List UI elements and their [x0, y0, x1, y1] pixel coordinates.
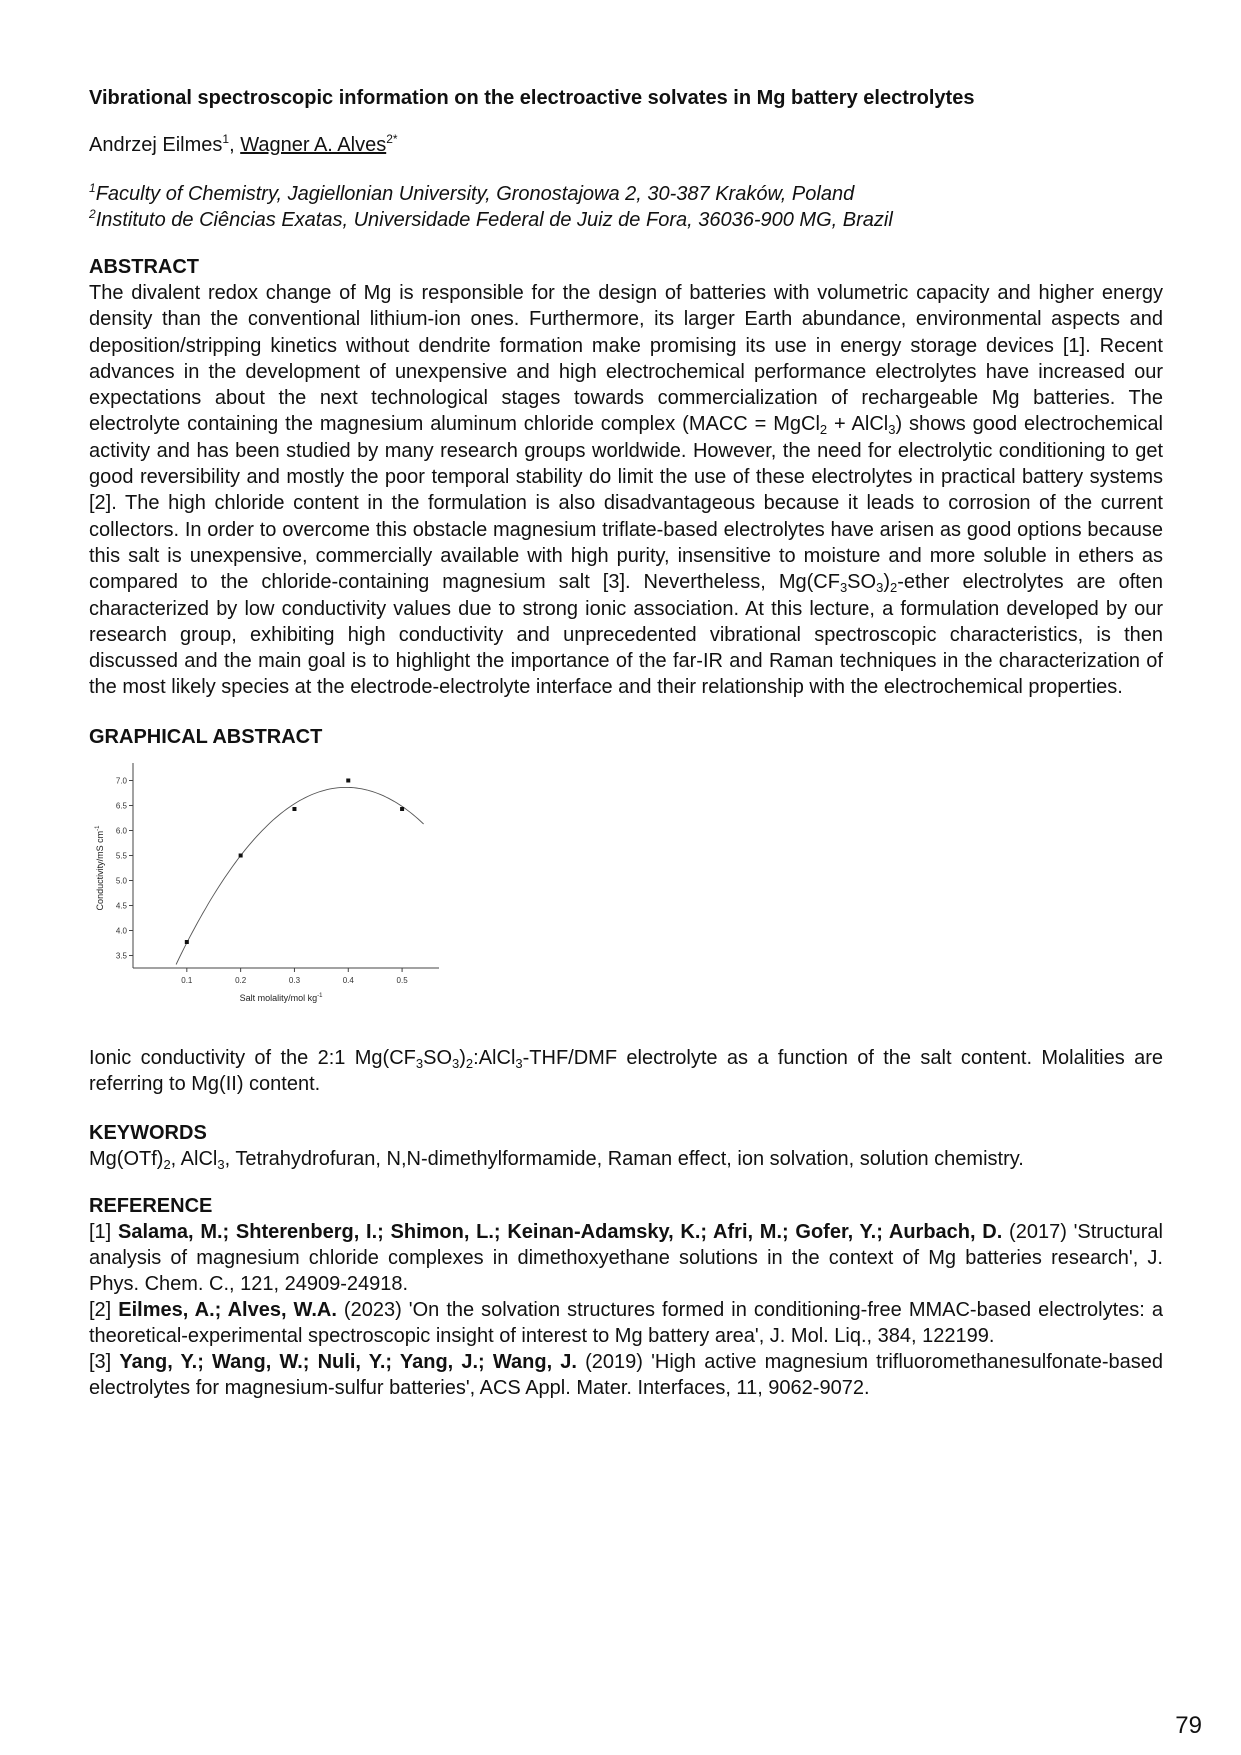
reference-number: [3]	[89, 1351, 120, 1374]
y-axis-label: Conductivity/mS $cm^{-1}$	[95, 825, 105, 911]
x-tick-label: 0.4	[342, 975, 354, 985]
data-point	[185, 940, 189, 944]
y-tick-label: 4.0	[115, 926, 127, 936]
caption-text: :AlCl	[473, 1046, 516, 1069]
abstract-text: -ether electrolytes are often characterized by low conductivity values due to strong ionic association. At this lecture, a formulation developed by our research group, exhibiting high conductivity and unprecedented vibrational spectroscopic characteristics, is then discussed and the main goal is to highlight the importance of the far-IR and Raman techniques in the characterization of the most likely species at the electrode-electrolyte interface and their relationship with the electrochemical properties.	[89, 571, 1163, 699]
author-separator: ,	[229, 134, 241, 156]
paper-title: Vibrational spectroscopic information on the electroactive solvates in Mg battery electrolytes	[89, 87, 975, 109]
graphical-abstract-heading: GRAPHICAL ABSTRACT	[89, 725, 323, 748]
x-axis-label-sup: -1	[317, 992, 323, 999]
x-tick-label: 0.2	[235, 975, 247, 985]
keyword-text: , Tetrahydrofuran, N,N-dimethylformamide, Raman effect, ion solvation, solution chemistry.	[224, 1147, 1024, 1170]
fit-curve	[176, 787, 424, 964]
x-tick-label: 0.3	[288, 975, 301, 985]
affiliation-1	[89, 181, 1163, 207]
abstract-text: )	[883, 571, 890, 594]
reference-details: (2017) 'Structural analysis of magnesium chloride complexes in dimethoxyethane solutions in the context of Mg batteries research', J. Phys. Chem. C., 121, 24909-24918.	[89, 1221, 1163, 1296]
x-tick-label: 0.5	[396, 975, 408, 985]
keywords-heading: KEYWORDS	[89, 1121, 207, 1144]
subscript: 2	[465, 1055, 474, 1071]
subscript: 2	[163, 1156, 171, 1172]
caption-text: SO	[423, 1046, 453, 1069]
caption-text: )	[459, 1046, 466, 1069]
subscript: 3	[217, 1156, 225, 1172]
page-number: 79	[1175, 1712, 1202, 1739]
affiliation-text: Instituto de Ciências Exatas, Universidade Federal de Juiz de Fora, 36036-900 MG, Brazil	[95, 209, 893, 231]
affiliations	[89, 181, 1163, 233]
y-tick-label: 5.5	[115, 851, 127, 861]
subscript: 3	[452, 1055, 460, 1071]
y-tick-label: 5.0	[115, 876, 127, 886]
keyword-text: Mg(OTf)	[89, 1147, 164, 1170]
affiliation-text: Faculty of Chemistry, Jagiellonian University, Gronostajowa 2, 30-387 Kraków, Poland	[95, 183, 855, 205]
y-tick-label: 6.0	[115, 826, 127, 836]
y-tick-label: 3.5	[115, 951, 127, 961]
graphical-abstract-section	[89, 725, 1163, 1097]
author-affil-sup: 1	[222, 132, 230, 146]
figure-caption	[89, 1045, 1163, 1097]
reference-details: (2023) 'On the solvation structures formed in conditioning-free MMAC-based electrolytes: a theoretical-experimental spectroscopic insight of interest to Mg battery area', J. Mol. Liq., 384, 122199.	[89, 1299, 1163, 1348]
affiliation-sup: 2	[89, 207, 96, 221]
reference-authors: Salama, M.; Shterenberg, I.; Shimon, L.; Keinan-Adamsky, K.; Afri, M.; Gofer, Y.; Aurbach, D.	[117, 1221, 1003, 1244]
author-name-presenter: Wagner A. Alves	[240, 134, 387, 156]
references-heading: REFERENCE	[89, 1195, 213, 1218]
paper-page	[89, 86, 1163, 1401]
reference-authors: Eilmes, A.; Alves, W.A.	[118, 1299, 337, 1322]
y-tick-label: 4.5	[115, 901, 127, 911]
reference-authors: Yang, Y.; Wang, W.; Nuli, Y.; Yang, J.; Wang, J.	[119, 1351, 577, 1374]
abstract-text: SO	[847, 571, 877, 594]
keywords-body	[89, 1146, 1163, 1172]
abstract-body	[89, 280, 1163, 701]
author-list	[89, 133, 1163, 157]
abstract-text: ) shows good electrochemical activity and has been studied by many research groups worldwide. However, the need for electrolytic conditioning to get good reversibility and mostly the poor temporal stability do limit the use of these electrolytes in practical battery systems [2]. The high chloride content in the formulation is also disadvantageous because it leads to corrosion of the current collectors. In order to overcome this obstacle magnesium triflate-based electrolytes have arisen as good options because this salt is unexpensive, commercially available with high purity, insensitive to moisture and more soluble in ethers as compared to the chloride-containing magnesium salt [3]. Nevertheless, Mg(CF	[89, 413, 1163, 594]
reference-number: [2]	[89, 1299, 119, 1322]
chart-svg	[89, 758, 529, 1023]
y-tick-label: 7.0	[115, 776, 127, 786]
keyword-text: , AlCl	[170, 1147, 218, 1170]
subscript: 3	[888, 422, 896, 438]
y-axis-label-sup: -1	[95, 825, 101, 831]
abstract-heading: ABSTRACT	[89, 256, 199, 278]
author-affil-sup: 2*	[386, 132, 398, 146]
reference-number: [1]	[89, 1221, 118, 1244]
author-name: Andrzej Eilmes	[89, 134, 223, 156]
abstract-section	[89, 255, 1163, 701]
x-tick-label: 0.1	[181, 975, 193, 985]
references-section	[89, 1194, 1163, 1401]
abstract-text: The divalent redox change of Mg is responsible for the design of batteries with volumetric capacity and higher energy density than the conventional lithium-ion ones. Furthermore, its larger Earth abundance, environmental aspects and deposition/stripping kinetics without dendrite formation make promising its use in energy storage devices [1]. Recent advances in the development of unexpensive and high electrochemical performance electrolytes have increased our expectations about the next technological stages towards commercialization of rechargeable Mg batteries. The electrolyte containing the magnesium aluminum chloride complex (MACC = MgCl	[89, 282, 1163, 436]
caption-text: Ionic conductivity of the 2:1 Mg(CF	[89, 1046, 416, 1069]
subscript: 2	[819, 422, 828, 438]
subscript: 3	[876, 580, 884, 596]
reference-item	[89, 1349, 1163, 1401]
x-axis-label: Salt molality/mol $kg^{-1}$	[239, 992, 323, 1003]
affiliation-2	[89, 207, 1163, 233]
abstract-text: + AlCl	[827, 413, 889, 436]
subscript: 2	[889, 580, 898, 596]
conductivity-chart	[89, 758, 529, 1023]
affiliation-sup: 1	[89, 181, 96, 195]
y-tick-label: 6.5	[115, 801, 127, 811]
data-point	[400, 807, 404, 811]
data-point	[292, 807, 296, 811]
reference-item	[89, 1297, 1163, 1349]
subscript: 3	[515, 1055, 523, 1071]
subscript: 3	[415, 1055, 424, 1071]
data-point	[346, 778, 350, 782]
subscript: 3	[839, 580, 848, 596]
data-point	[239, 853, 243, 857]
keywords-section	[89, 1121, 1163, 1172]
reference-item	[89, 1219, 1163, 1297]
reference-details: (2019) 'High active magnesium trifluoromethanesulfonate-based electrolytes for magnesium-sulfur batteries', ACS Appl. Mater. Interfaces, 11, 9062-9072.	[89, 1351, 1163, 1400]
caption-text: -THF/DMF electrolyte as a function of the salt content. Molalities are referring to Mg(II) content.	[89, 1046, 1163, 1095]
